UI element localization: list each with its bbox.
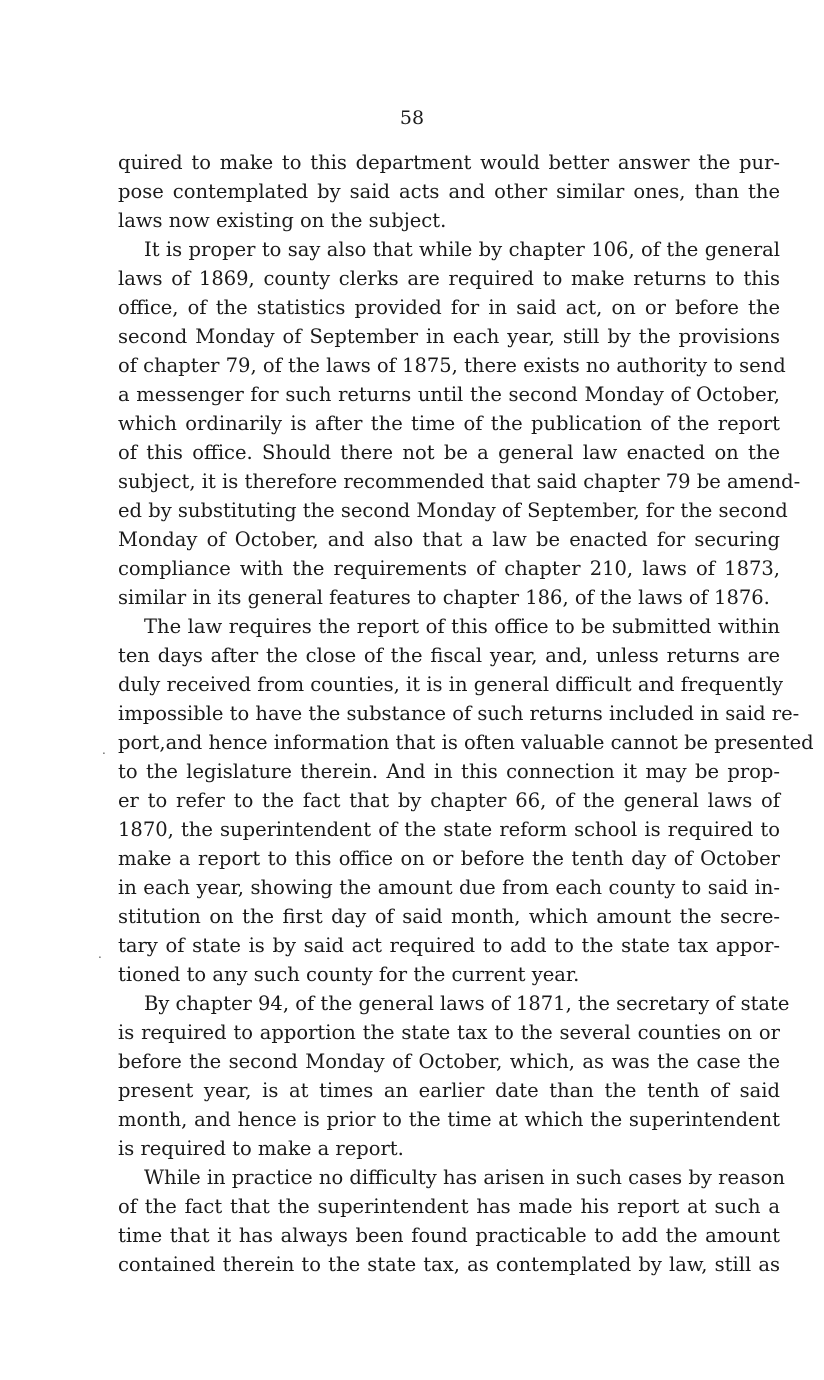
- paragraph: [118, 1163, 785, 1279]
- text-line: pose contemplated by said acts and other similar ones, than the: [118, 180, 780, 203]
- text-line: While in practice no difficulty has arisen in such cases by reason: [144, 1166, 785, 1189]
- text-line: second Monday of September in each year, still by the provisions: [118, 325, 780, 348]
- text-line: is required to make a report.: [118, 1137, 404, 1160]
- text-line: a messenger for such returns until the second Monday of October,: [118, 383, 780, 406]
- margin-mark: .: [98, 947, 102, 961]
- text-line: quired to make to this department would better answer the pur-: [118, 151, 780, 174]
- text-line: in each year, showing the amount due from each county to said in-: [118, 876, 780, 899]
- paragraph: [118, 612, 814, 989]
- text-line: ten days after the close of the fiscal year, and, unless returns are: [118, 644, 780, 667]
- text-line: month, and hence is prior to the time at which the superintendent: [118, 1108, 780, 1131]
- paragraph: [118, 235, 801, 612]
- text-line: laws of 1869, county clerks are required to make returns to this: [118, 267, 780, 290]
- text-line: duly received from counties, it is in general difficult and frequently: [118, 673, 783, 696]
- text-line: laws now existing on the subject.: [118, 209, 447, 232]
- text-line: port,and hence information that is often valuable cannot be presented: [118, 731, 814, 754]
- text-line: It is proper to say also that while by chapter 106, of the general: [144, 238, 780, 261]
- text-line: 1870, the superintendent of the state reform school is required to: [118, 818, 780, 841]
- text-line: By chapter 94, of the general laws of 1871, the secretary of state: [144, 992, 790, 1015]
- text-line: ed by substituting the second Monday of September, for the second: [118, 499, 788, 522]
- paragraph: [118, 989, 790, 1163]
- text-line: present year, is at times an earlier date than the tenth of said: [118, 1079, 780, 1102]
- text-line: Monday of October, and also that a law be enacted for securing: [118, 528, 780, 551]
- text-line: of chapter 79, of the laws of 1875, there exists no authority to send: [118, 354, 786, 377]
- text-line: office, of the statistics provided for in said act, on or before the: [118, 296, 780, 319]
- text-line: make a report to this office on or before the tenth day of October: [118, 847, 780, 870]
- text-line: impossible to have the substance of such returns included in said re-: [118, 702, 800, 725]
- text-line: The law requires the report of this office to be submitted within: [144, 615, 780, 638]
- text-line: stitution on the first day of said month, which amount the secre-: [118, 905, 780, 928]
- text-line: of the fact that the superintendent has made his report at such a: [118, 1195, 780, 1218]
- text-line: contained therein to the state tax, as contemplated by law, still as: [118, 1253, 780, 1276]
- text-line: tioned to any such county for the current year.: [118, 963, 580, 986]
- text-line: which ordinarily is after the time of the publication of the report: [118, 412, 780, 435]
- margin-mark: .: [102, 743, 106, 757]
- text-line: before the second Monday of October, which, as was the case the: [118, 1050, 780, 1073]
- body-text: [118, 148, 814, 1279]
- text-line: time that it has always been found practicable to add the amount: [118, 1224, 780, 1247]
- text-line: er to refer to the fact that by chapter 66, of the general laws of: [118, 789, 780, 812]
- text-line: to the legislature therein. And in this connection it may be prop-: [118, 760, 780, 783]
- paragraph: [118, 148, 780, 235]
- text-line: compliance with the requirements of chapter 210, laws of 1873,: [118, 557, 780, 580]
- text-line: similar in its general features to chapter 186, of the laws of 1876.: [118, 586, 770, 609]
- text-line: of this office. Should there not be a general law enacted on the: [118, 441, 780, 464]
- text-line: is required to apportion the state tax to the several counties on or: [118, 1021, 780, 1044]
- text-line: subject, it is therefore recommended that said chapter 79 be amend-: [118, 470, 801, 493]
- page-number: 58: [399, 107, 425, 129]
- text-line: tary of state is by said act required to add to the state tax appor-: [118, 934, 780, 957]
